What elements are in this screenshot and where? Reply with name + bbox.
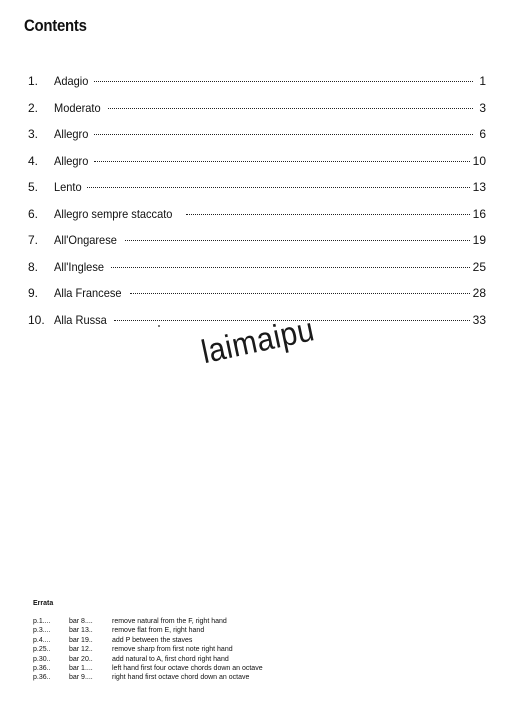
toc-number: 10. <box>28 312 45 327</box>
toc-title: Allegro <box>54 153 89 168</box>
errata-bar: bar 8.... <box>69 618 93 625</box>
dot-leader <box>108 108 473 109</box>
watermark-text: laimaipu <box>198 310 318 371</box>
errata-bar: bar 19.. <box>69 636 93 644</box>
errata-bar: bar 1.... <box>69 665 93 673</box>
dot-leader <box>87 187 470 188</box>
toc-title: All'Inglese <box>54 259 104 274</box>
errata-page: p.36.. <box>33 665 51 673</box>
errata-correction: remove sharp from first note right hand <box>112 646 233 654</box>
toc-title: All'Ongarese <box>54 233 117 247</box>
toc-entry <box>28 286 486 313</box>
toc-number: 1. <box>28 74 39 88</box>
errata-row <box>33 673 263 682</box>
toc-entry <box>28 101 486 128</box>
errata-page: p.36.. <box>33 674 51 682</box>
toc-page-number: 19 <box>472 233 486 247</box>
toc-title: Adagio <box>54 74 89 88</box>
toc-number: 9. <box>28 286 39 300</box>
toc-number: 4. <box>28 153 39 168</box>
toc-number: 5. <box>28 180 39 194</box>
errata-heading: Errata <box>33 600 54 607</box>
errata-bar: bar 20.. <box>69 655 93 663</box>
errata-correction: remove flat from E, right hand <box>112 627 205 635</box>
page-title: Contents <box>24 16 87 35</box>
toc-page-number: 25 <box>472 259 486 274</box>
toc-page-number: 10 <box>472 153 486 168</box>
toc-number: 7. <box>28 233 39 247</box>
dot-leader <box>94 134 473 135</box>
toc-page-number: 33 <box>472 312 486 327</box>
errata-page: p.3.... <box>33 627 51 635</box>
errata-correction: right hand first octave chord down an octave <box>112 674 250 682</box>
dot-leader <box>186 214 470 215</box>
toc-number: 2. <box>28 100 39 115</box>
errata-correction: left hand first four octave chords down an octave <box>112 665 263 673</box>
errata-correction: remove natural from the F, right hand <box>112 618 227 625</box>
toc-page-number: 16 <box>472 206 486 221</box>
toc-page-number: 3 <box>479 100 486 115</box>
errata-page: p.30.. <box>33 655 51 663</box>
errata-row <box>33 645 263 654</box>
toc-entry <box>28 74 486 101</box>
errata-page: p.25.. <box>33 646 51 654</box>
toc-page-number: 13 <box>472 180 486 194</box>
errata-correction: add natural to A, first chord right hand <box>112 655 229 663</box>
errata-table <box>33 617 263 683</box>
toc-title: Alla Francese <box>54 286 122 300</box>
toc-page-number: 6 <box>479 127 486 141</box>
toc-number: 3. <box>28 127 39 141</box>
errata-bar: bar 13.. <box>69 627 93 635</box>
toc-entry <box>28 207 486 234</box>
table-of-contents <box>28 74 486 339</box>
toc-entry <box>28 154 486 181</box>
errata-row <box>33 636 263 645</box>
errata-row <box>33 626 263 635</box>
toc-number: 8. <box>28 259 39 274</box>
toc-number: 6. <box>28 206 39 221</box>
errata-correction: add P between the staves <box>112 636 193 644</box>
errata-bar: bar 9.... <box>69 674 93 682</box>
toc-title: Lento <box>54 180 82 194</box>
dot-leader <box>130 293 469 294</box>
toc-entry <box>28 127 486 154</box>
errata-row <box>33 617 263 626</box>
toc-title: Moderato <box>54 100 101 115</box>
errata-bar: bar 12.. <box>69 646 93 654</box>
errata-page: p.4.... <box>33 636 51 644</box>
dot-leader <box>94 81 473 82</box>
toc-page-number: 1 <box>479 74 486 88</box>
toc-page-number: 28 <box>472 286 486 300</box>
dot-leader <box>94 161 469 162</box>
scan-speck <box>158 325 160 327</box>
errata-row <box>33 664 263 673</box>
toc-entry <box>28 180 486 207</box>
errata-page: p.1.... <box>33 618 51 625</box>
toc-entry <box>28 260 486 287</box>
toc-entry <box>28 233 486 260</box>
toc-title: Allegro sempre staccato <box>54 206 173 221</box>
errata-row <box>33 655 263 664</box>
dot-leader <box>111 267 469 268</box>
toc-title: Alla Russa <box>54 312 107 327</box>
dot-leader <box>125 240 469 241</box>
toc-title: Allegro <box>54 127 89 141</box>
